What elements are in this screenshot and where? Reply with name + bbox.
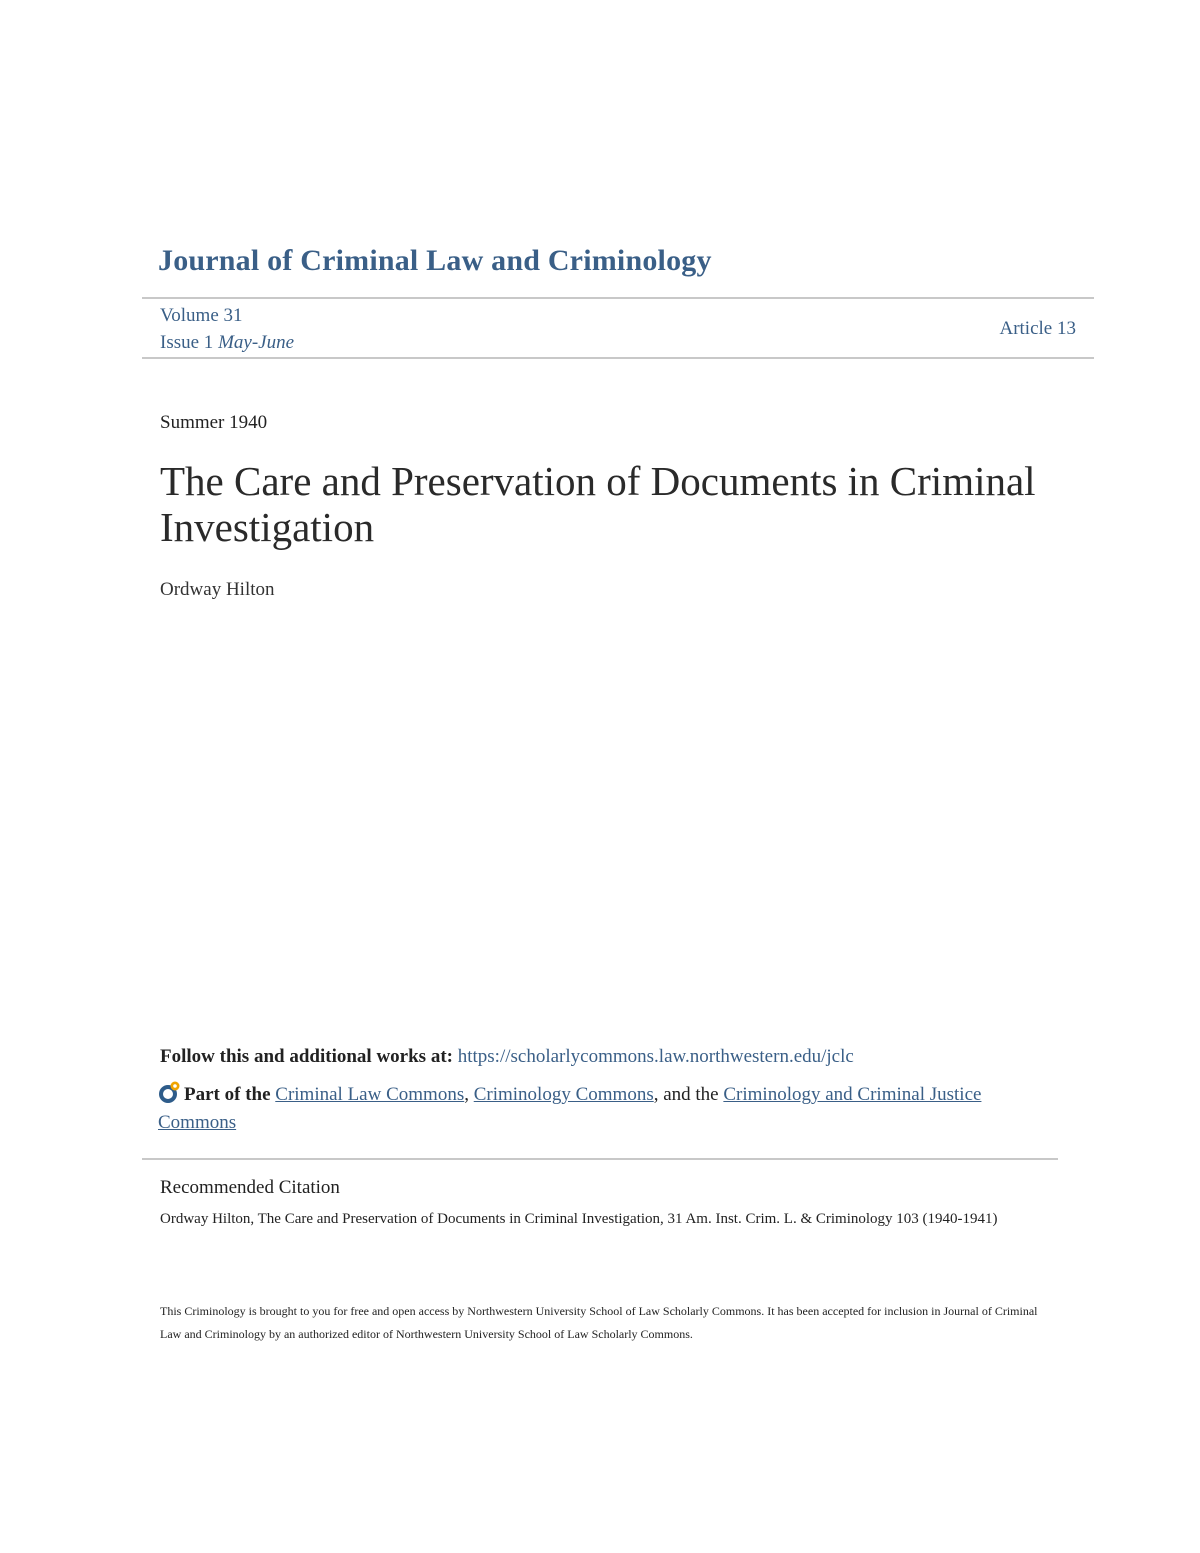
citation-rule [142,1158,1058,1160]
header-bottom-rule [142,357,1094,359]
criminology-commons-link[interactable]: Criminology Commons [473,1084,654,1105]
article-number-link[interactable]: Article 13 [999,318,1076,339]
publication-date: Summer 1940 [160,412,268,433]
citation-text: Ordway Hilton, The Care and Preservation of Documents in Criminal Investigation, 31 Am. Inst. Crim. L. & Criminology 103 (1940-1941) [160,1211,998,1227]
separator-1: , [464,1084,469,1105]
volume-link[interactable]: Volume 31 [160,305,243,326]
header-top-rule [142,297,1094,299]
issue-link[interactable] [160,332,294,354]
separator-2: , and the [653,1084,719,1105]
access-notice: This Criminology is brought to you for free and open access by Northwestern University School of Law Scholarly Commons. It has been accepted for inclusion in Journal of Criminal Law and Criminology by an authorized editor of Northwestern University School of Law Scholarly Commons. [160,1304,1038,1341]
issue-number: Issue 1 [160,332,214,353]
follow-line [160,1046,854,1068]
article-title: The Care and Preservation of Documents in Criminal Investigation [160,458,1036,550]
criminal-law-commons-link[interactable]: Criminal Law Commons [275,1084,465,1105]
follow-label: Follow this and additional works at: [160,1046,453,1067]
part-of-commons [158,1080,1058,1137]
journal-title[interactable]: Journal of Criminal Law and Criminology [158,244,712,277]
recommended-citation-heading: Recommended Citation [160,1177,340,1198]
network-icon [158,1080,182,1104]
criminology-criminal-justice-commons-link[interactable]: Criminology and Criminal Justice Commons [158,1084,982,1133]
part-of-label: Part of the [184,1084,271,1105]
follow-url-link[interactable]: https://scholarlycommons.law.northwestern.edu/jclc [457,1046,854,1067]
author-name: Ordway Hilton [160,579,275,600]
issue-season: May-June [218,332,295,353]
